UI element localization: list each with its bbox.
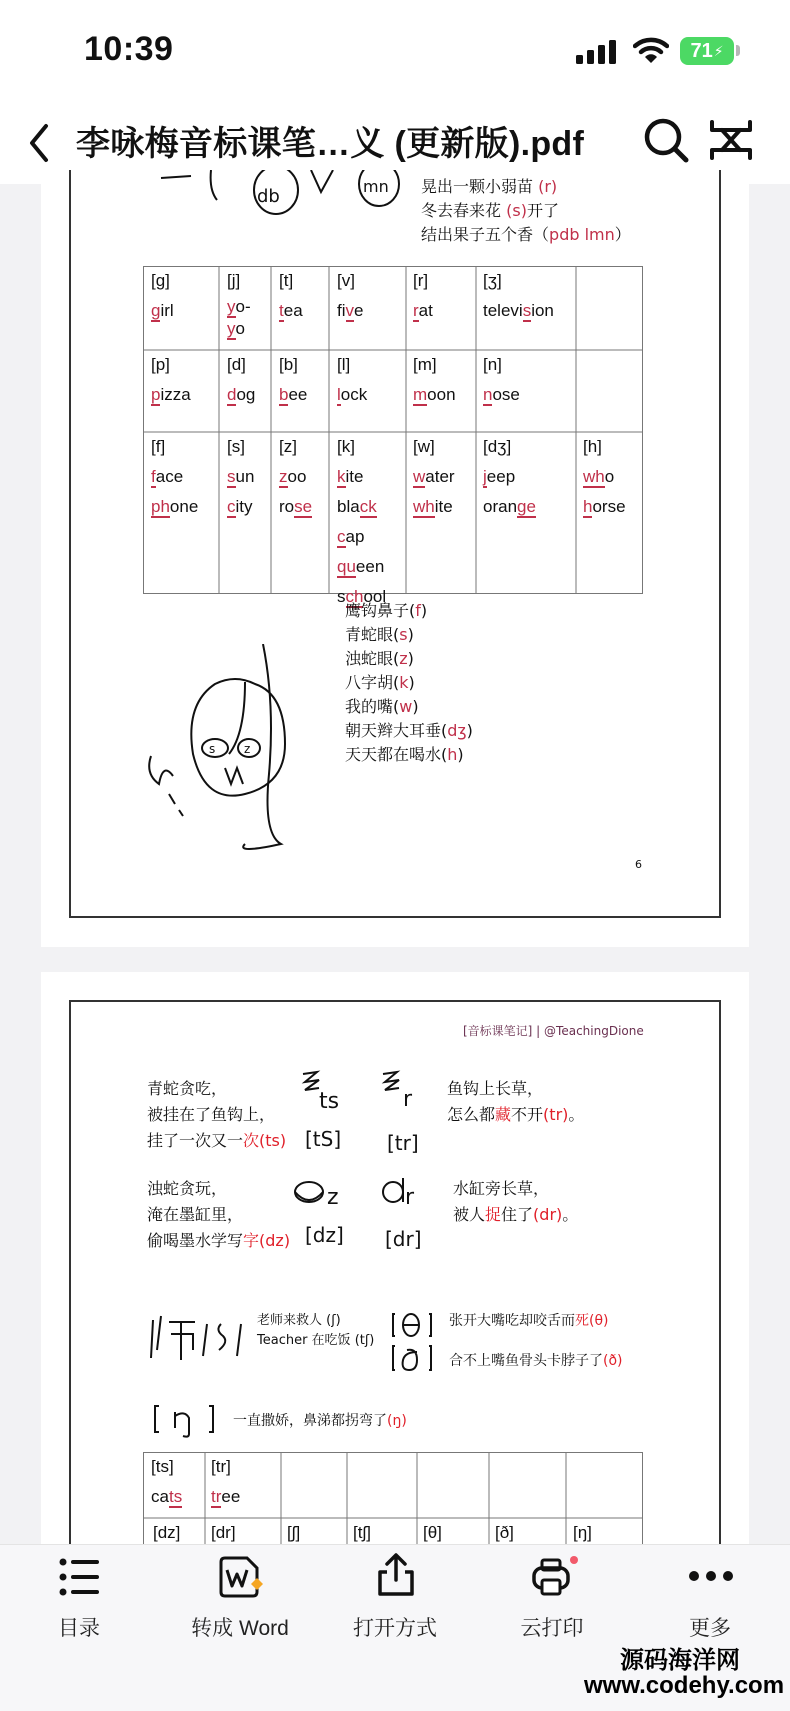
toolbar-label: 打开方式 (353, 1617, 437, 1640)
face-line: 天天都在喝水(h) (345, 745, 464, 764)
document-title: 李咏梅音标课笔…义 (更新版).pdf (76, 125, 585, 163)
face-line: 浊蛇眼(z) (345, 649, 414, 668)
table-cell: [p] pizza (151, 355, 191, 404)
page-header: [音标课笔记] | @TeachingDione (463, 1024, 644, 1038)
table-cell: [tr] tree (211, 1457, 241, 1506)
table-cell: [ŋ] (573, 1523, 592, 1542)
printer-icon (530, 1556, 578, 1600)
dh-line: 合不上嘴鱼骨头卡脖子了(ð) (449, 1353, 623, 1369)
th-line: 张开大嘴吃却咬舌而死(θ) (449, 1313, 609, 1329)
pdf-page-7 (41, 972, 749, 1572)
table-cell: [ʒ] television (483, 271, 554, 320)
table-cell: [h] who horse (583, 437, 626, 516)
fullscreen-icon[interactable] (708, 118, 754, 162)
face-line: 青蛇眼(s) (345, 625, 414, 644)
table-cell: [f] face phone (151, 437, 199, 516)
table-cell: [ð] (495, 1523, 514, 1542)
face-line: 八字胡(k) (345, 673, 415, 692)
handwritten-dz: [dz] (305, 1223, 344, 1247)
table-cell: [r] rat (413, 271, 433, 320)
watermark-line1: 源码海洋网 (620, 1647, 740, 1674)
watermark-line2: www.codehy.com (584, 1672, 785, 1699)
mnemonic-line-s: 冬去春来花 (s)开了 (421, 201, 559, 220)
table-cell: [b] bee (279, 355, 308, 404)
dr-line: 水缸旁长草， (453, 1179, 550, 1198)
handwritten-dr: [dr] (385, 1227, 422, 1251)
pdf-page-6 (41, 170, 749, 947)
toolbar-label: 目录 (58, 1617, 100, 1640)
table-cell: [k] kite black cap queen school (337, 437, 387, 606)
table-cell: [s] sun city (227, 437, 255, 516)
toolbar-label: 转成 Word (191, 1617, 289, 1640)
handwritten-ts: [tS] (305, 1127, 342, 1151)
share-icon (375, 1552, 417, 1598)
table-cell: [ʃ] (287, 1523, 301, 1542)
toolbar-label: 云打印 (520, 1617, 584, 1640)
svg-text:s: s (209, 742, 216, 756)
mnemonic-line-pdb: 结出果子五个香（pdb lmn） (421, 225, 631, 244)
battery-nub (736, 45, 740, 56)
ts-line: 挂了一次又一次(ts) (147, 1131, 287, 1150)
sh-handwriting (145, 1310, 255, 1370)
word-convert-icon (217, 1554, 265, 1600)
ts-line: 被挂在了鱼钩上， (147, 1105, 276, 1124)
search-icon[interactable] (642, 116, 690, 164)
status-time: 10:39 (84, 30, 174, 68)
svg-text:z: z (244, 742, 251, 756)
cellular-signal-icon (576, 40, 618, 64)
svg-text:ts: ts (319, 1089, 340, 1114)
svg-text:r: r (403, 1087, 413, 1112)
wifi-icon (633, 36, 669, 64)
table-cell: [dʒ] jeep orange (483, 437, 536, 516)
face-line: 朝天辫大耳垂(dʒ) (345, 721, 473, 740)
handwriting-sketch (151, 170, 451, 230)
table-cell: [dr] (211, 1523, 236, 1542)
table-cell: [t] tea (279, 271, 303, 320)
toolbar-label: 更多 (689, 1617, 731, 1640)
face-line: 我的嘴(w) (345, 697, 419, 716)
svg-text:r: r (405, 1185, 415, 1210)
table-cell: [j] yo- yo (227, 271, 251, 338)
dr-line: 被人捉住了(dr)。 (453, 1205, 579, 1224)
table-cell: [v] five (337, 271, 364, 320)
dz-line: 偷喝墨水学写字(dz) (147, 1231, 291, 1250)
page-number: 6 (635, 858, 642, 871)
handwritten-tr: [tr] (387, 1131, 419, 1155)
more-dots-icon (688, 1570, 734, 1582)
table-cell: [θ] (423, 1523, 442, 1542)
ng-line: 一直撒娇，鼻涕都拐弯了(ŋ) (233, 1413, 407, 1429)
svg-text:mn: mn (363, 177, 389, 196)
table-cell: [l] lock (337, 355, 368, 404)
table-cell: [m] moon (413, 355, 456, 404)
table-cell: [dz] (153, 1523, 181, 1542)
table-cell: [w] water white (413, 437, 455, 516)
tr-line: 怎么都藏不开(tr)。 (447, 1105, 585, 1124)
battery-level: 71 (690, 39, 713, 62)
dz-line: 浊蛇贪玩， (147, 1179, 228, 1198)
th-handwriting (391, 1312, 437, 1374)
back-chevron-icon[interactable] (20, 118, 60, 168)
dz-line: 淹在墨缸里， (147, 1205, 244, 1224)
tsh-line: Teacher 在吃饭 (tʃ) (257, 1333, 375, 1348)
table-cell: [ts] cats (151, 1457, 183, 1506)
svg-text:z: z (327, 1185, 339, 1210)
face-sketch-drawing (145, 644, 355, 864)
battery-indicator: 71 ⚡ (680, 37, 734, 65)
tr-line: 鱼钩上长草， (447, 1079, 544, 1098)
face-line: 鹰钩鼻子(f) (345, 601, 428, 620)
table-cell: [d] dog (227, 355, 256, 404)
ng-handwriting (153, 1402, 223, 1438)
ts-line: 青蛇贪吃， (147, 1079, 228, 1098)
phonics-table-grid (143, 266, 643, 596)
table-cell: [z] zoo rose (279, 437, 313, 516)
mnemonic-line-r: 晃出一颗小弱苗 (r) (421, 177, 558, 196)
table-cell: [g] girl (151, 271, 174, 320)
sh-line: 老师来救人 (ʃ) (257, 1313, 341, 1328)
table-cell: [tʃ] (353, 1523, 371, 1542)
table-cell: [n] nose (483, 355, 520, 404)
list-icon (59, 1558, 101, 1596)
svg-text:db: db (257, 186, 280, 207)
